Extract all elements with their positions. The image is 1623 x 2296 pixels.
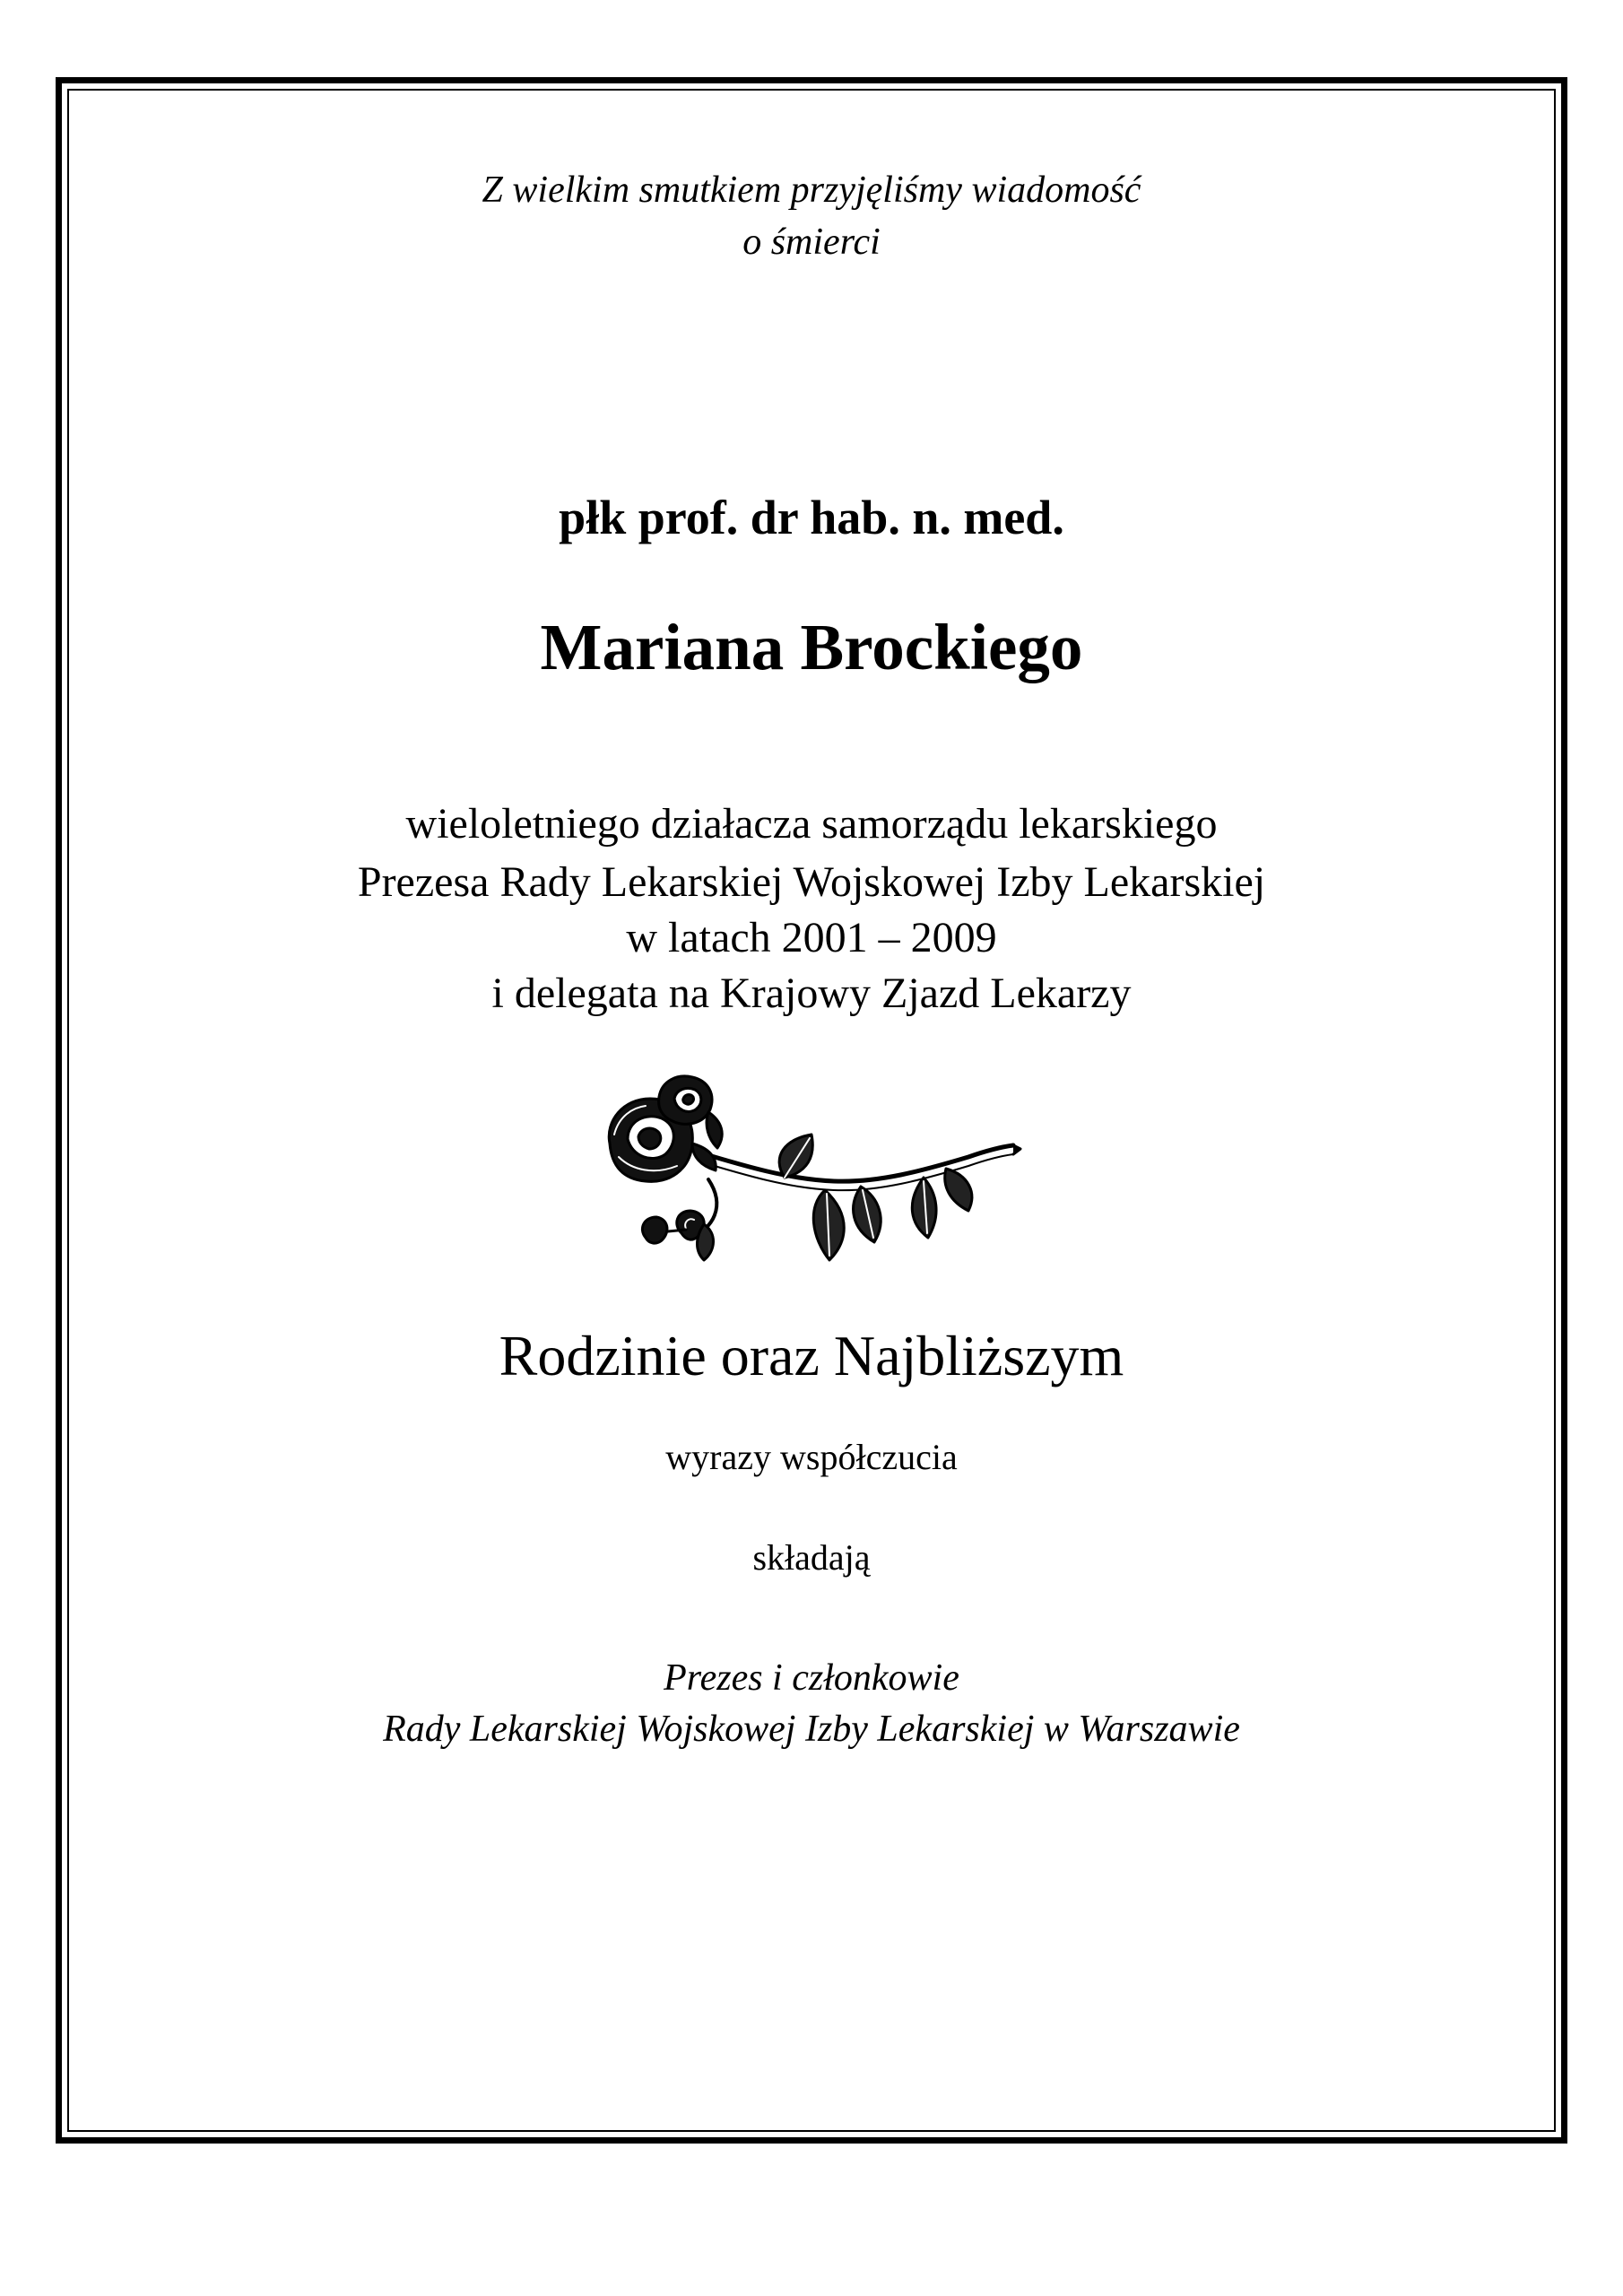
- signature-line-1: Prezes i członkowie: [664, 1657, 959, 1699]
- condolences-text: wyrazy współczucia: [665, 1437, 958, 1477]
- rose-icon: [592, 1072, 1022, 1274]
- deceased-name: Mariana Brockiego: [540, 611, 1083, 683]
- description-line-4: i delegata na Krajowy Zjazd Lekarzy: [491, 970, 1132, 1017]
- submitted-by-text: składają: [752, 1537, 871, 1578]
- signature-line-2: Rady Lekarskiej Wojskowej Izby Lekarskiej w Warszawie: [383, 1709, 1240, 1750]
- description-line-1: wieloletniego działacza samorządu lekarskiego: [405, 800, 1218, 848]
- academic-title: płk prof. dr hab. n. med.: [559, 491, 1064, 544]
- intro-line-2: o śmierci: [742, 222, 881, 263]
- description-line-3: w latach 2001 – 2009: [626, 914, 997, 961]
- family-addressee: Rodzinie oraz Najbliższym: [499, 1324, 1124, 1387]
- description-line-2: Prezesa Rady Lekarskiej Wojskowej Izby Lekarskiej: [357, 858, 1266, 906]
- intro-line-1: Z wielkim smutkiem przyjęliśmy wiadomość: [482, 170, 1141, 211]
